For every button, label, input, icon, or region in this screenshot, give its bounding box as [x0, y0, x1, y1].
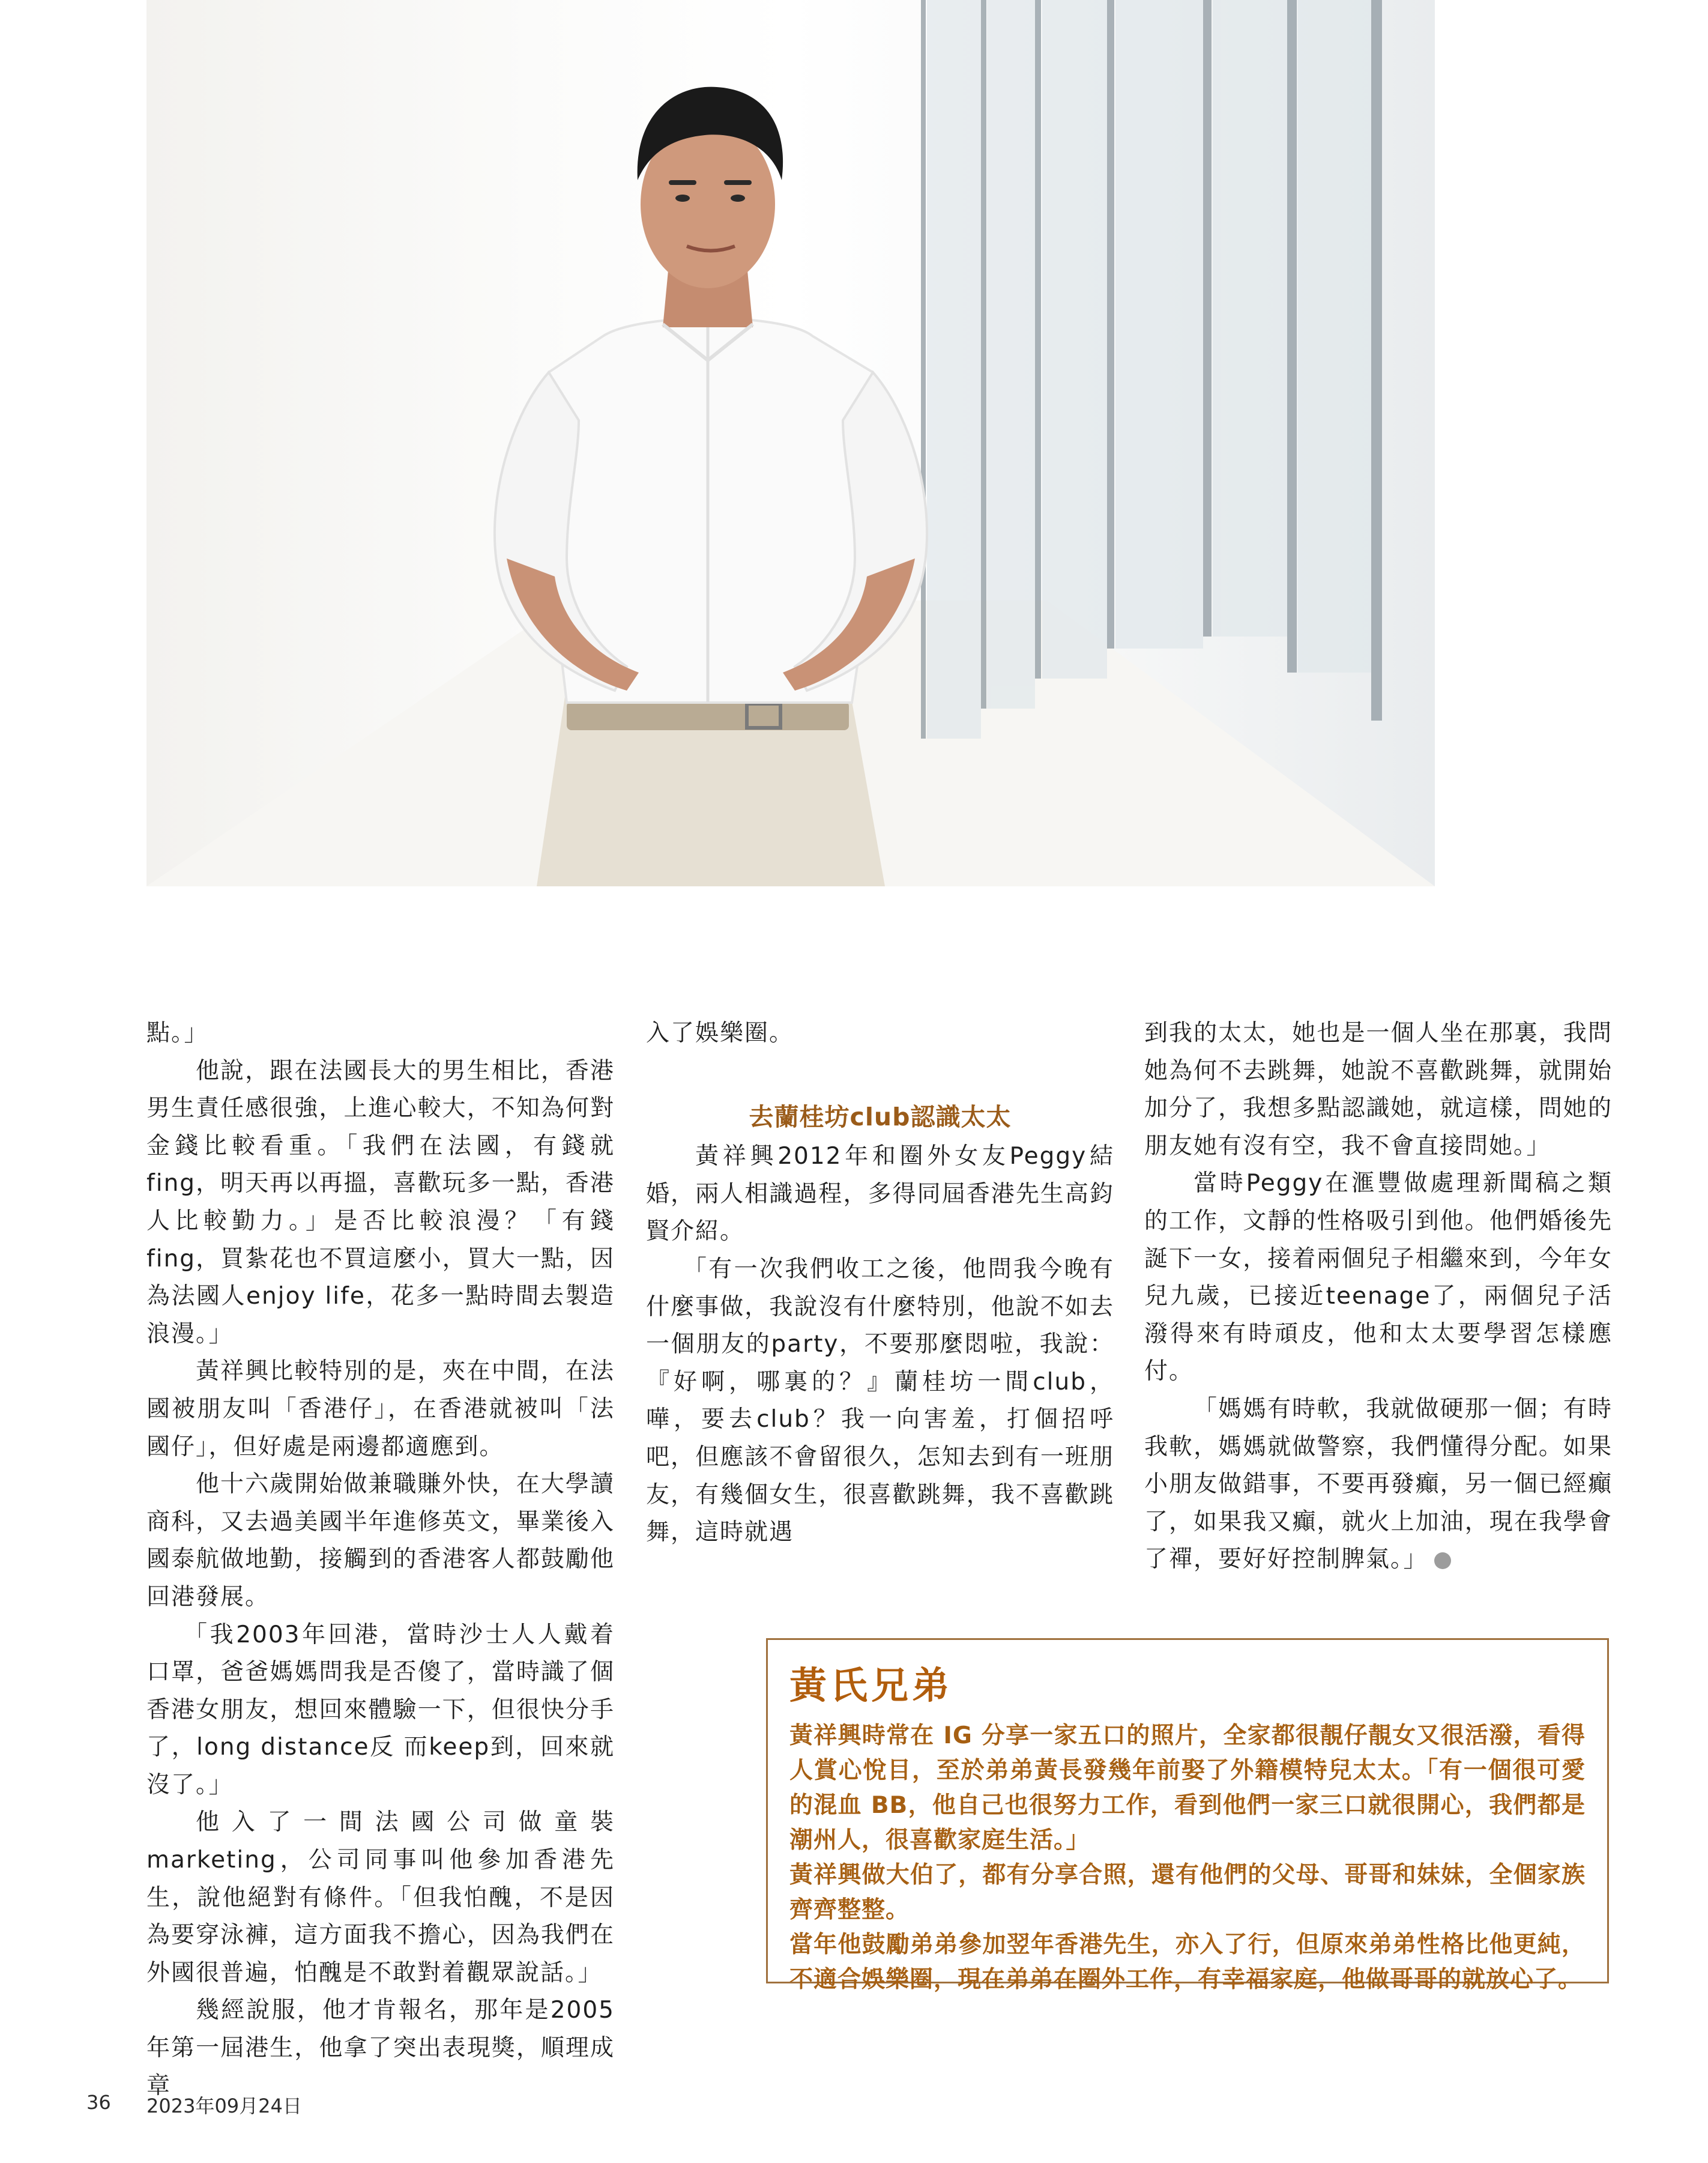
sidebar-paragraph: 黃祥興時常在 IG 分享一家五口的照片，全家都很靚仔靚女又很活潑，看得人賞心悅目，至於弟弟黃長發幾年前娶了外籍模特兒太太。「有一個很可愛的混血 BB，他自己也很努力工作，看到他們一家三口就很開心，我們都是潮州人，很喜歡家庭生活。」: [789, 1722, 1586, 1854]
article-paragraph: 他十六歲開始做兼職賺外快，在大學讀商科，又去過美國半年進修英文，畢業後入國泰航做地勤，接觸到的香港客人都鼓勵他回港發展。: [146, 1471, 615, 1611]
article-paragraph: 到我的太太，她也是一個人坐在那裏，我問她為何不去跳舞，她說不喜歡跳舞，就開始加分了，我想多點認識她，就這樣，問她的朋友她有沒有空，我不會直接問她。」: [1144, 1020, 1613, 1160]
sidebar-box: [766, 1638, 1609, 1993]
article-column-2: [646, 1015, 1114, 1552]
article-paragraph-text: 「媽媽有時軟，我就做硬那一個；有時我軟，媽媽就做警察，我們懂得分配。如果小朋友做錯事，不要再發癲，另一個已經癲了，如果我又癲，就火上加油，現在我學會了禪，要好好控制脾氣。」: [1144, 1395, 1613, 1573]
publication-date: 2023年09月24日: [146, 2095, 302, 2117]
article-paragraph: 幾經說服，他才肯報名，那年是2005年第一屆港生，他拿了突出表現獎，順理成章: [146, 1997, 615, 2099]
sidebar-paragraph: 當年他鼓勵弟弟參加翌年香港先生，亦入了行，但原來弟弟性格比他更純，不適合娛樂圈，現在弟弟在圈外工作，有幸福家庭，他做哥哥的就放心了。: [789, 1931, 1586, 1993]
section-subheading: 去蘭桂坊club認識太太: [749, 1102, 1012, 1131]
sidebar-paragraph: 黃祥興做大伯了，都有分享合照，還有他們的父母、哥哥和妹妹，全個家族齊齊整整。: [789, 1862, 1586, 1923]
article-paragraph: 當時Peggy在滙豐做處理新聞稿之類的工作，文靜的性格吸引到他。他們婚後先誕下一女，接着兩個兒子相繼來到，今年女兒九歲，已接近teenage了，兩個兒子活潑得來有時頑皮，他和太太要學習怎樣應付。: [1144, 1170, 1613, 1385]
article-paragraph: 「我2003年回港，當時沙士人人戴着口罩，爸爸媽媽問我是否傻了，當時識了個香港女朋友，想回來體驗一下，但很快分手了，long distance反 而keep到，回來就沒了。」: [146, 1621, 615, 1798]
portrait-man-white-shirt-corridor-icon: [146, 0, 1435, 886]
article-paragraph: 點。」: [146, 1020, 209, 1047]
article-column-1: [146, 1015, 615, 2105]
article-paragraph: 黃祥興比較特別的是，夾在中間，在法國被朋友叫「香港仔」，在香港就被叫「法國仔」，但好處是兩邊都適應到。: [146, 1358, 615, 1460]
article-paragraph: 他說，跟在法國長大的男生相比，香港男生責任感很強，上進心較大，不知為何對金錢比較看重。「我們在法國，有錢就fing，明天再以再搵，喜歡玩多一點，香港人比較勤力。」是否比較浪漫？「有錢fing，買紮花也不買這麼小，買大一點，因為法國人enjoy life，花多一點時間去製造浪漫。」: [146, 1057, 615, 1348]
article-paragraph: [1144, 1391, 1613, 1579]
article-paragraph: 「有一次我們收工之後，他問我今晚有什麼事做，我說沒有什麼特別，他說不如去一個朋友的party，不要那麼悶啦，我說：『好啊，哪裏的？』蘭桂坊一間club，嘩，要去club？我一向害羞，打個招呼吧，但應該不會留很久，怎知去到有一班朋友，有幾個女生，很喜歡跳舞，我不喜歡跳舞，這時就遇: [646, 1255, 1114, 1546]
article-paragraph: 黃祥興2012年和圈外女友Peggy結婚，兩人相識過程，多得同屆香港先生高鈞賢介紹。: [646, 1143, 1114, 1245]
article-column-3: [1144, 1015, 1613, 1579]
sidebar-title: 黃氏兄弟: [789, 1663, 953, 1707]
article-paragraph: 入了娛樂圈。: [646, 1020, 794, 1047]
end-mark-dot-icon: [1434, 1552, 1451, 1569]
page-number: 36: [86, 2091, 111, 2114]
article-paragraph: 他入了一間法國公司做童裝marketing，公司同事叫他參加香港先生，說他絕對有條件。「但我怕醜，不是因為要穿泳褲，這方面我不擔心，因為我們在外國很普遍，怕醜是不敢對着觀眾說話。」: [146, 1809, 615, 1986]
hero-photo: [146, 0, 1435, 886]
